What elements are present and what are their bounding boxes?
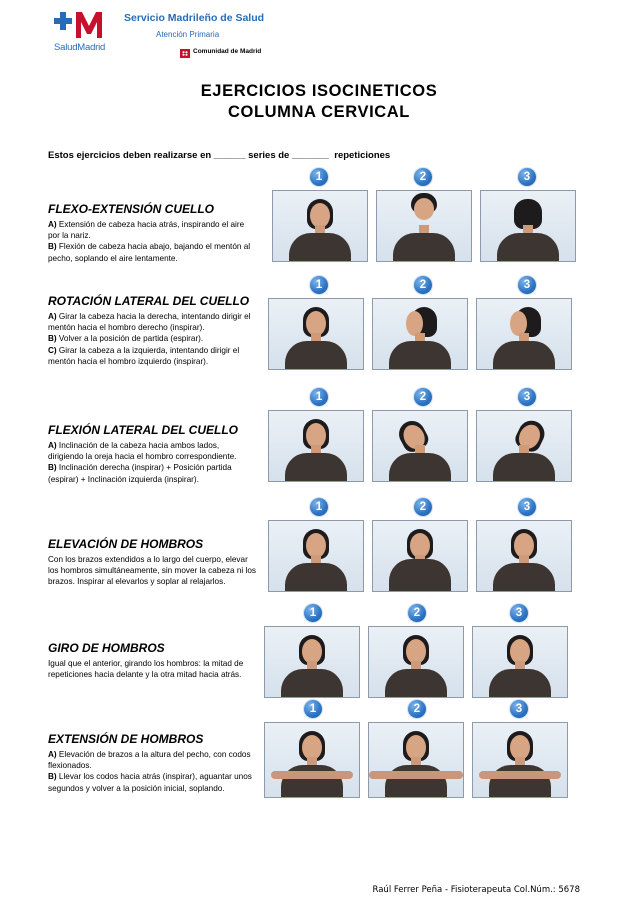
- logo-wordmark: SaludMadrid: [54, 42, 106, 53]
- salud-madrid-mark-icon: [52, 8, 110, 44]
- section-description: A) Girar la cabeza hacia la derecha, intentando dirigir el mentón hacia el hombro derecho (inspirar). B) Volver a la posición de partida (espirar). C) Girar la cabeza a la izquierda, intentando dirigir el mentón hacia el hombro izquierdo (inspirar).: [48, 312, 251, 366]
- section-title: ELEVACIÓN DE HOMBROS: [48, 537, 204, 551]
- step-number-1: 1: [310, 276, 328, 294]
- exercise-photo: [372, 410, 468, 482]
- step-number-3: 3: [518, 276, 536, 294]
- section-description: A) Elevación de brazos a la altura del pecho, con codos flexionados. B) Llevar los codos hacia atrás (inspirar), aguantar unos segundos y volver a la posición inicial, soplando.: [48, 750, 252, 793]
- exercise-photo: [376, 190, 472, 262]
- step-number-3: 3: [518, 168, 536, 186]
- exercise-photo: [472, 626, 568, 698]
- service-subtitle: Atención Primaria: [156, 30, 220, 39]
- section-elevacion-hombros: [48, 537, 256, 588]
- step-number-1: 1: [310, 168, 328, 186]
- section-title: GIRO DE HOMBROS: [48, 641, 165, 655]
- step-number-2: 2: [414, 276, 432, 294]
- step-number-1: 1: [304, 604, 322, 622]
- section-title: EXTENSIÓN DE HOMBROS: [48, 732, 204, 746]
- exercise-photo: [480, 190, 576, 262]
- comunidad-label: Comunidad de Madrid: [193, 48, 262, 55]
- step-number-1: 1: [310, 388, 328, 406]
- section-description: A) Inclinación de la cabeza hacia ambos lados, dirigiendo la oreja hacia el hombro correspondiente. B) Inclinación derecha (inspirar) + Posición partida (espirar) + Inclinación izquierda (inspirar).: [48, 441, 237, 484]
- step-number-3: 3: [518, 388, 536, 406]
- exercise-photo: [368, 722, 464, 798]
- madrid-flag-icon: [180, 49, 190, 58]
- step-number-3: 3: [510, 604, 528, 622]
- step-number-1: 1: [304, 700, 322, 718]
- step-number-2: 2: [414, 388, 432, 406]
- exercise-photo: [368, 626, 464, 698]
- exercise-photo: [472, 722, 568, 798]
- author-footer: Raúl Ferrer Peña - Fisioterapeuta Col.Núm.: 5678: [372, 885, 580, 895]
- step-number-2: 2: [408, 700, 426, 718]
- exercise-photo: [372, 298, 468, 370]
- section-rotacion-lateral: [48, 294, 256, 367]
- step-number-2: 2: [414, 498, 432, 516]
- section-title: ROTACIÓN LATERAL DEL CUELLO: [48, 294, 250, 308]
- step-number-3: 3: [510, 700, 528, 718]
- exercise-photo: [272, 190, 368, 262]
- section-flexo-extension: [48, 202, 256, 264]
- exercise-photo: [268, 298, 364, 370]
- exercise-photo: [372, 520, 468, 592]
- section-description: Con los brazos extendidos a lo largo del cuerpo, elevar los hombros simultáneamente, sin mover la cabeza ni los brazos. Inspirar al elevarlos y soplar al relajarlos.: [48, 555, 256, 587]
- section-description: Igual que el anterior, girando los hombros: la mitad de repeticiones hacia delante y la otra mitad hacia atrás.: [48, 659, 244, 680]
- exercise-photo: [476, 298, 572, 370]
- step-number-2: 2: [408, 604, 426, 622]
- section-title: FLEXIÓN LATERAL DEL CUELLO: [48, 423, 239, 437]
- document-subtitle: COLUMNA CERVICAL: [228, 103, 410, 121]
- exercise-photo: [476, 410, 572, 482]
- salud-madrid-logo: [48, 8, 278, 60]
- series-instructions: Estos ejercicios deben realizarse en ______ series de _______ repeticiones: [48, 150, 391, 161]
- step-number-2: 2: [414, 168, 432, 186]
- section-giro-hombros: [48, 641, 256, 680]
- step-number-1: 1: [310, 498, 328, 516]
- section-extension-hombros: [48, 732, 256, 794]
- exercise-photo: [264, 626, 360, 698]
- exercise-photo: [264, 722, 360, 798]
- document-title: EJERCICIOS ISOCINETICOS: [200, 82, 438, 100]
- section-description: A) Extensión de cabeza hacia atrás, inspirando el aire por la nariz. B) Flexión de cabeza hacia abajo, bajando el mentón al pecho, soplando el aire lentamente.: [48, 220, 251, 263]
- section-title: FLEXO-EXTENSIÓN CUELLO: [48, 202, 215, 216]
- exercise-photo: [476, 520, 572, 592]
- exercise-photo: [268, 520, 364, 592]
- exercise-photo: [268, 410, 364, 482]
- step-number-3: 3: [518, 498, 536, 516]
- service-title: Servicio Madrileño de Salud: [124, 12, 265, 24]
- section-flexion-lateral: [48, 423, 256, 485]
